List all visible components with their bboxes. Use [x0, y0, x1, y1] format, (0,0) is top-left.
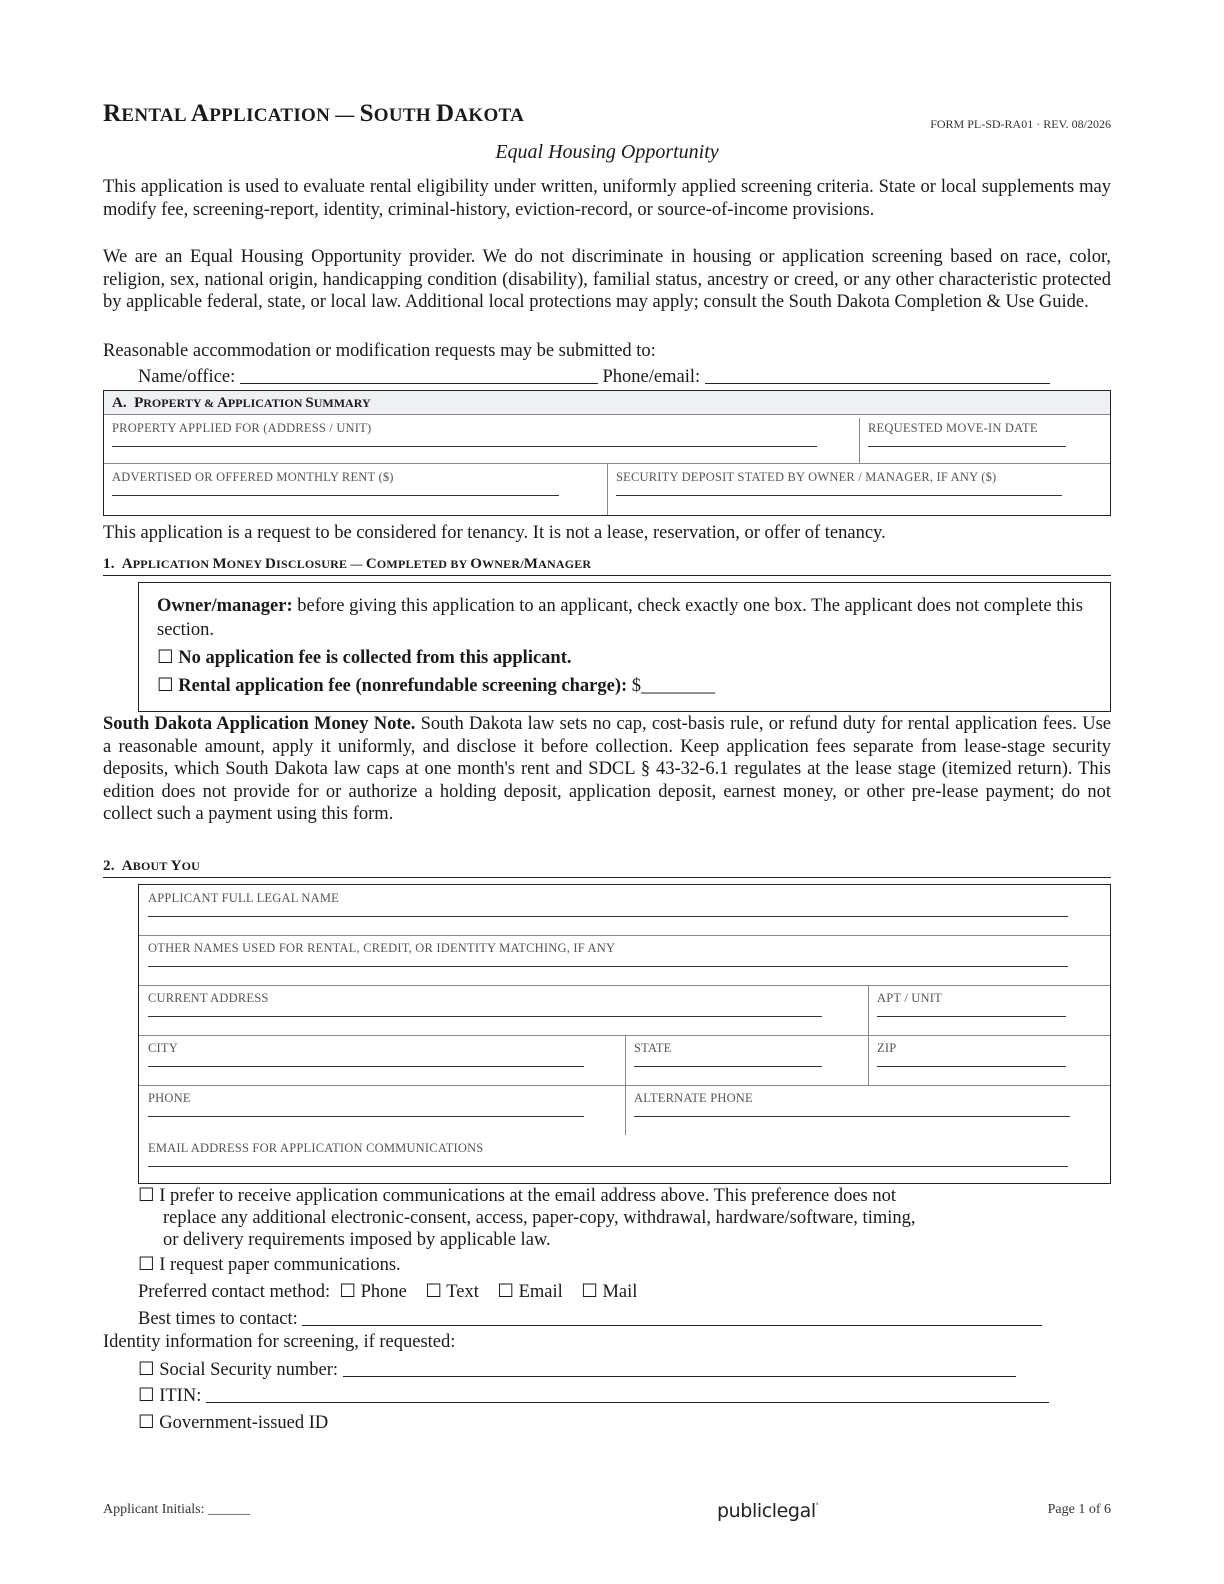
accommodation-contact-row	[138, 366, 1050, 388]
form-number: FORM PL-SD-RA01 · REV. 08/2026	[930, 117, 1111, 131]
email-preference-checkbox[interactable]: ☐	[138, 1186, 155, 1206]
best-times-field[interactable]	[302, 1308, 1042, 1326]
email-preference-option[interactable]: ☐ I prefer to receive application communications at the email address above. This preference does not	[138, 1186, 897, 1206]
rent-field[interactable]	[112, 495, 559, 496]
no-fee-checkbox[interactable]: ☐	[157, 648, 174, 668]
page-number: Page 1 of 6	[1047, 1502, 1111, 1517]
name-office-label: Name/office:	[138, 367, 236, 387]
paper-preference-option[interactable]: ☐ I request paper communications.	[138, 1255, 401, 1275]
intro-paragraph-3: Reasonable accommodation or modification requests may be submitted to:	[103, 341, 656, 361]
owner-instruction: Owner/manager: before giving this application to an applicant, check exactly one box. The applicant does not complete this section.	[157, 596, 1083, 640]
best-times-row	[138, 1308, 1042, 1330]
fee-amount-field[interactable]: $________	[631, 676, 716, 696]
other-names-label: OTHER NAMES USED FOR RENTAL, CREDIT, OR IDENTITY MATCHING, IF ANY	[148, 941, 616, 955]
ssn-field[interactable]	[343, 1359, 1016, 1377]
city-field[interactable]	[148, 1066, 584, 1067]
zip-label: ZIP	[877, 1041, 897, 1055]
other-names-field[interactable]	[148, 966, 1068, 967]
identity-label: Identity information for screening, if requested:	[103, 1332, 456, 1352]
section-a-box	[103, 390, 1111, 516]
ssn-row: ☐ Social Security number:	[138, 1359, 1016, 1381]
phone-label: PHONE	[148, 1091, 191, 1105]
state-label: STATE	[634, 1041, 672, 1055]
city-label: CITY	[148, 1041, 178, 1055]
document-title: RENTAL APPLICATION — SOUTH DAKOTA	[103, 100, 525, 127]
email-field[interactable]	[148, 1166, 1068, 1167]
address-field[interactable]	[148, 1016, 822, 1017]
movein-field[interactable]	[868, 446, 1066, 447]
contact-method-label: Preferred contact method:	[138, 1282, 331, 1302]
document-page	[103, 0, 1111, 1584]
fee-option[interactable]: ☐ Rental application fee (nonrefundable screening charge): $________	[157, 676, 716, 696]
full-name-label: APPLICANT FULL LEGAL NAME	[148, 891, 339, 905]
intro-paragraph-2: We are an Equal Housing Opportunity provider. We do not discriminate in housing or application screening based on race, color, religion, sex, national origin, handicapping condition (disability), familial status, ancestry or creed, or any other characteristic protected by applicable federal, state, or local law. Additional local protections may apply; consult the South Dakota Completion & Use Guide.	[103, 247, 1111, 312]
contact-mail-option[interactable]: ☐ Mail	[581, 1282, 638, 1302]
contact-method-row	[138, 1281, 637, 1303]
full-name-field[interactable]	[148, 916, 1068, 917]
brand-logo: publiclegal'	[717, 1500, 819, 1522]
best-times-label: Best times to contact:	[138, 1309, 298, 1329]
contact-text-option[interactable]: ☐ Text	[425, 1282, 479, 1302]
paper-preference-checkbox[interactable]: ☐	[138, 1255, 155, 1275]
state-field[interactable]	[634, 1066, 822, 1067]
contact-phone-option[interactable]: ☐ Phone	[339, 1282, 407, 1302]
rent-label: ADVERTISED OR OFFERED MONTHLY RENT ($)	[112, 470, 394, 484]
name-office-field[interactable]	[240, 366, 598, 384]
intro-paragraph-1: This application is used to evaluate rental eligibility under written, uniformly applied screening criteria. State or local supplements may modify fee, screening-report, identity, criminal-history, eviction-record, or source-of-income provisions.	[103, 177, 1111, 220]
email-preference-line-2: replace any additional electronic-consent, access, paper-copy, withdrawal, hardware/software, timing,	[163, 1208, 916, 1228]
phone-email-field[interactable]	[705, 366, 1050, 384]
property-label: PROPERTY APPLIED FOR (ADDRESS / UNIT)	[112, 421, 372, 435]
section-1-heading: 1. APPLICATION MONEY DISCLOSURE — COMPLETED BY OWNER/MANAGER	[103, 556, 1111, 576]
gov-id-row[interactable]: ☐ Government-issued ID	[138, 1413, 329, 1433]
deposit-label: SECURITY DEPOSIT STATED BY OWNER / MANAGER, IF ANY ($)	[616, 470, 997, 484]
apt-field[interactable]	[877, 1016, 1066, 1017]
about-you-box	[138, 884, 1111, 1184]
phone-email-label: Phone/email:	[602, 367, 701, 387]
applicant-initials[interactable]: Applicant Initials: ______	[103, 1502, 250, 1517]
south-dakota-money-note: South Dakota Application Money Note. South Dakota law sets no cap, cost-basis rule, or refund duty for rental application fees. Use a reasonable amount, apply it uniformly, and disclose it before collection. Keep application fees separate from lease-stage security deposits, which South Dakota law caps at one month's rent and SDCL § 43-32-6.1 regulates at the lease stage (itemized return). This edition does not provide for or authorize a holding deposit, application deposit, earnest money, or other pre-lease payment; do not collect such a payment using this form.	[103, 714, 1111, 824]
apt-label: APT / UNIT	[877, 991, 942, 1005]
contact-email-option[interactable]: ☐ Email	[497, 1282, 563, 1302]
section-2-heading: 2. ABOUT YOU	[103, 858, 1111, 878]
tenancy-note: This application is a request to be considered for tenancy. It is not a lease, reservation, or offer of tenancy.	[103, 523, 886, 543]
ssn-checkbox[interactable]: ☐	[138, 1360, 155, 1380]
gov-id-checkbox[interactable]: ☐	[138, 1413, 155, 1433]
address-label: CURRENT ADDRESS	[148, 991, 269, 1005]
alt-phone-label: ALTERNATE PHONE	[634, 1091, 753, 1105]
itin-row: ☐ ITIN:	[138, 1385, 1049, 1407]
section-a-header: A. PROPERTY & APPLICATION SUMMARY	[104, 391, 1110, 415]
deposit-field[interactable]	[616, 495, 1062, 496]
movein-label: REQUESTED MOVE-IN DATE	[868, 421, 1038, 435]
email-label: EMAIL ADDRESS FOR APPLICATION COMMUNICATIONS	[148, 1141, 484, 1155]
phone-field[interactable]	[148, 1116, 584, 1117]
application-money-box	[138, 582, 1111, 712]
itin-field[interactable]	[206, 1385, 1049, 1403]
alt-phone-field[interactable]	[634, 1116, 1070, 1117]
property-field[interactable]	[112, 446, 817, 447]
fee-checkbox[interactable]: ☐	[157, 676, 174, 696]
itin-checkbox[interactable]: ☐	[138, 1386, 155, 1406]
zip-field[interactable]	[877, 1066, 1066, 1067]
document-subtitle: Equal Housing Opportunity	[495, 141, 719, 163]
no-fee-option[interactable]: ☐ No application fee is collected from this applicant.	[157, 648, 572, 668]
email-preference-line-3: or delivery requirements imposed by applicable law.	[163, 1230, 551, 1250]
